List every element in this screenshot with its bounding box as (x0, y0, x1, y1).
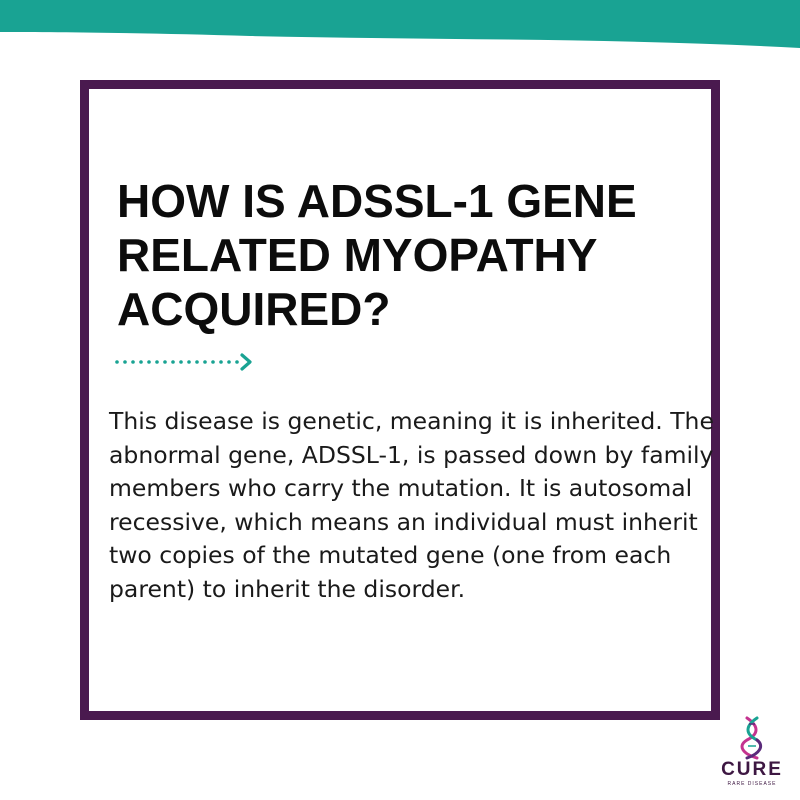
content-card (80, 80, 720, 720)
page-title: HOW IS ADSSL-1 GENE RELATED MYOPATHY ACQUIRED? (117, 175, 637, 335)
body-text: This disease is genetic, meaning it is inherited. The abnormal gene, ADSSL-1, is passed down by family members who carry the mutation. It is autosomal recessive, which means an individual must inherit two copies of the mutated gene (one from each parent) to inherit the disorder. (109, 407, 714, 603)
dotted-arrow-right-icon (114, 352, 264, 372)
cure-rare-disease-logo (712, 712, 792, 792)
logo-subtitle: RARE DISEASE (727, 781, 777, 787)
top-wave-banner (0, 0, 800, 60)
dna-helix-icon (739, 716, 765, 760)
logo-wordmark: CURE (721, 759, 783, 780)
